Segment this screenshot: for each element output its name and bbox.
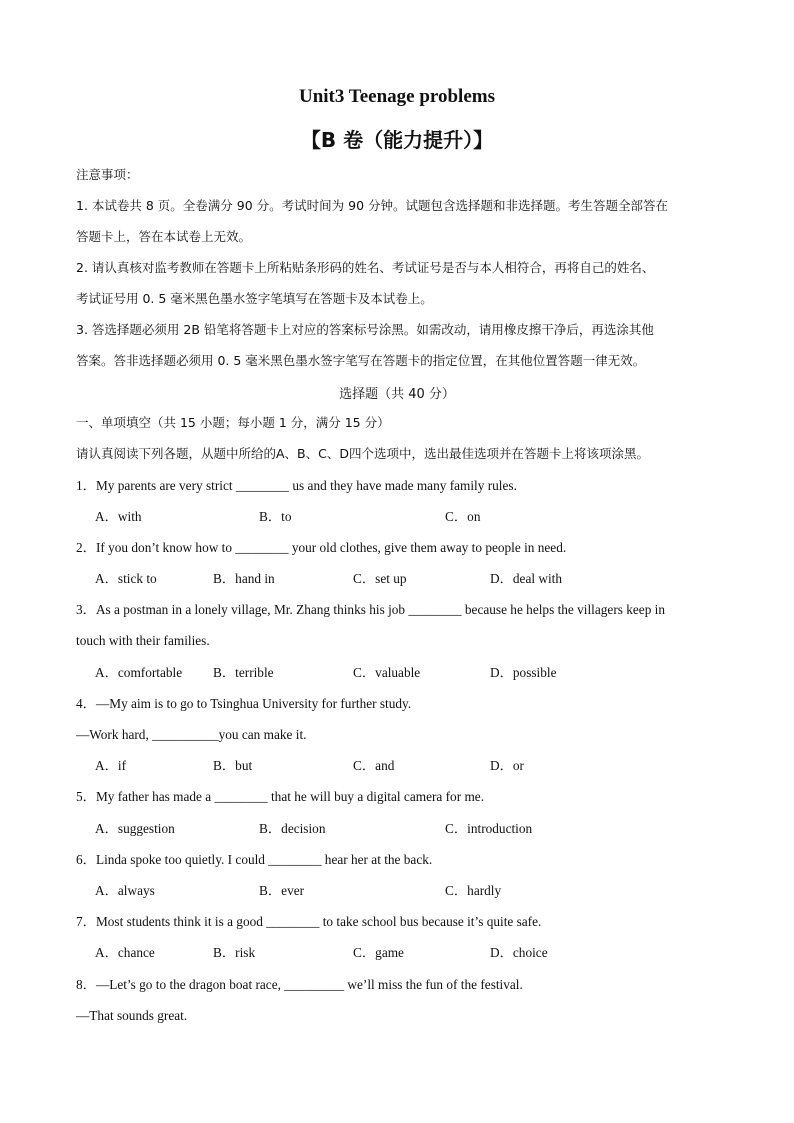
question-stem: 3．As a postman in a lonely village, Mr. Zhang thinks his job ________ because he helps the villagers keep in	[76, 602, 666, 617]
option-c[interactable]: C．introduction	[445, 821, 533, 836]
section-heading: 选择题（共 40 分）	[339, 387, 455, 402]
option-a[interactable]: A．always	[95, 883, 155, 898]
option-d[interactable]: D．possible	[490, 665, 557, 680]
option-a[interactable]: A．suggestion	[95, 821, 175, 836]
option-d[interactable]: D．choice	[490, 945, 548, 960]
page-subtitle: 【B 卷（能力提升）】	[300, 128, 494, 152]
question-stem-cont: —That sounds great.	[76, 1008, 188, 1023]
notice-line: 2. 请认真核对监考教师在答题卡上所粘贴条形码的姓名、考试证号是否与本人相符合，再将自己的姓名、	[76, 260, 655, 275]
option-a[interactable]: A．chance	[95, 945, 155, 960]
notice-line: 答案。答非选择题必须用 0. 5 毫米黑色墨水签字笔写在答题卡的指定位置，在其他位置答题一律无效。	[76, 353, 646, 368]
question-stem: 8．—Let’s go to the dragon boat race, _________ we’ll miss the fun of the festival.	[76, 977, 523, 992]
option-b[interactable]: B．terrible	[213, 665, 274, 680]
option-b[interactable]: B．but	[213, 758, 253, 773]
page-title: Unit3 Teenage problems	[298, 86, 495, 107]
question-stem: 1．My parents are very strict ________ us and they have made many family rules.	[76, 478, 517, 493]
option-c[interactable]: C．hardly	[445, 883, 502, 898]
option-a[interactable]: A．stick to	[95, 571, 157, 586]
notice-heading: 注意事项：	[76, 167, 139, 182]
option-c[interactable]: C．on	[445, 509, 481, 524]
option-a[interactable]: A．comfortable	[95, 665, 183, 680]
notice-line: 3. 答选择题必须用 2B 铅笔将答题卡上对应的答案标号涂黑。如需改动，请用橡皮擦干净后，再选涂其他	[76, 322, 654, 337]
notice-line: 1. 本试卷共 8 页。全卷满分 90 分。考试时间为 90 分钟。试题包含选择题和非选择题。考生答题全部答在	[76, 198, 669, 213]
option-c[interactable]: C．game	[353, 945, 404, 960]
option-b[interactable]: B．decision	[259, 821, 326, 836]
option-b[interactable]: B．risk	[213, 945, 256, 960]
question-stem-cont: —Work hard, __________you can make it.	[76, 727, 307, 742]
question-stem-cont: touch with their families.	[76, 633, 210, 648]
option-c[interactable]: C．and	[353, 758, 395, 773]
option-d[interactable]: D．deal with	[490, 571, 563, 586]
option-b[interactable]: B．hand in	[213, 571, 275, 586]
question-stem: 2．If you don’t know how to ________ your old clothes, give them away to people in need.	[76, 540, 567, 555]
option-a[interactable]: A．if	[95, 758, 127, 773]
option-b[interactable]: B．to	[259, 509, 292, 524]
option-d[interactable]: D．or	[490, 758, 524, 773]
notice-line: 考试证号用 0. 5 毫米黑色墨水签字笔填写在答题卡及本试卷上。	[76, 291, 433, 306]
question-stem: 6．Linda spoke too quietly. I could ________ hear her at the back.	[76, 852, 433, 867]
option-b[interactable]: B．ever	[259, 883, 305, 898]
part-heading: 一、单项填空（共 15 小题；每小题 1 分，满分 15 分）	[76, 415, 390, 430]
question-stem: 7．Most students think it is a good ________ to take school bus because it’s quite safe.	[76, 914, 542, 929]
option-c[interactable]: C．set up	[353, 571, 407, 586]
instructions: 请认真阅读下列各题，从题中所给的A、B、C、D四个选项中，选出最佳选项并在答题卡上将该项涂黑。	[76, 446, 649, 461]
option-c[interactable]: C．valuable	[353, 665, 421, 680]
notice-line: 答题卡上，答在本试卷上无效。	[76, 229, 252, 244]
question-stem: 4．—My aim is to go to Tsinghua University for further study.	[76, 696, 412, 711]
question-stem: 5．My father has made a ________ that he will buy a digital camera for me.	[76, 789, 485, 804]
option-a[interactable]: A．with	[95, 509, 142, 524]
